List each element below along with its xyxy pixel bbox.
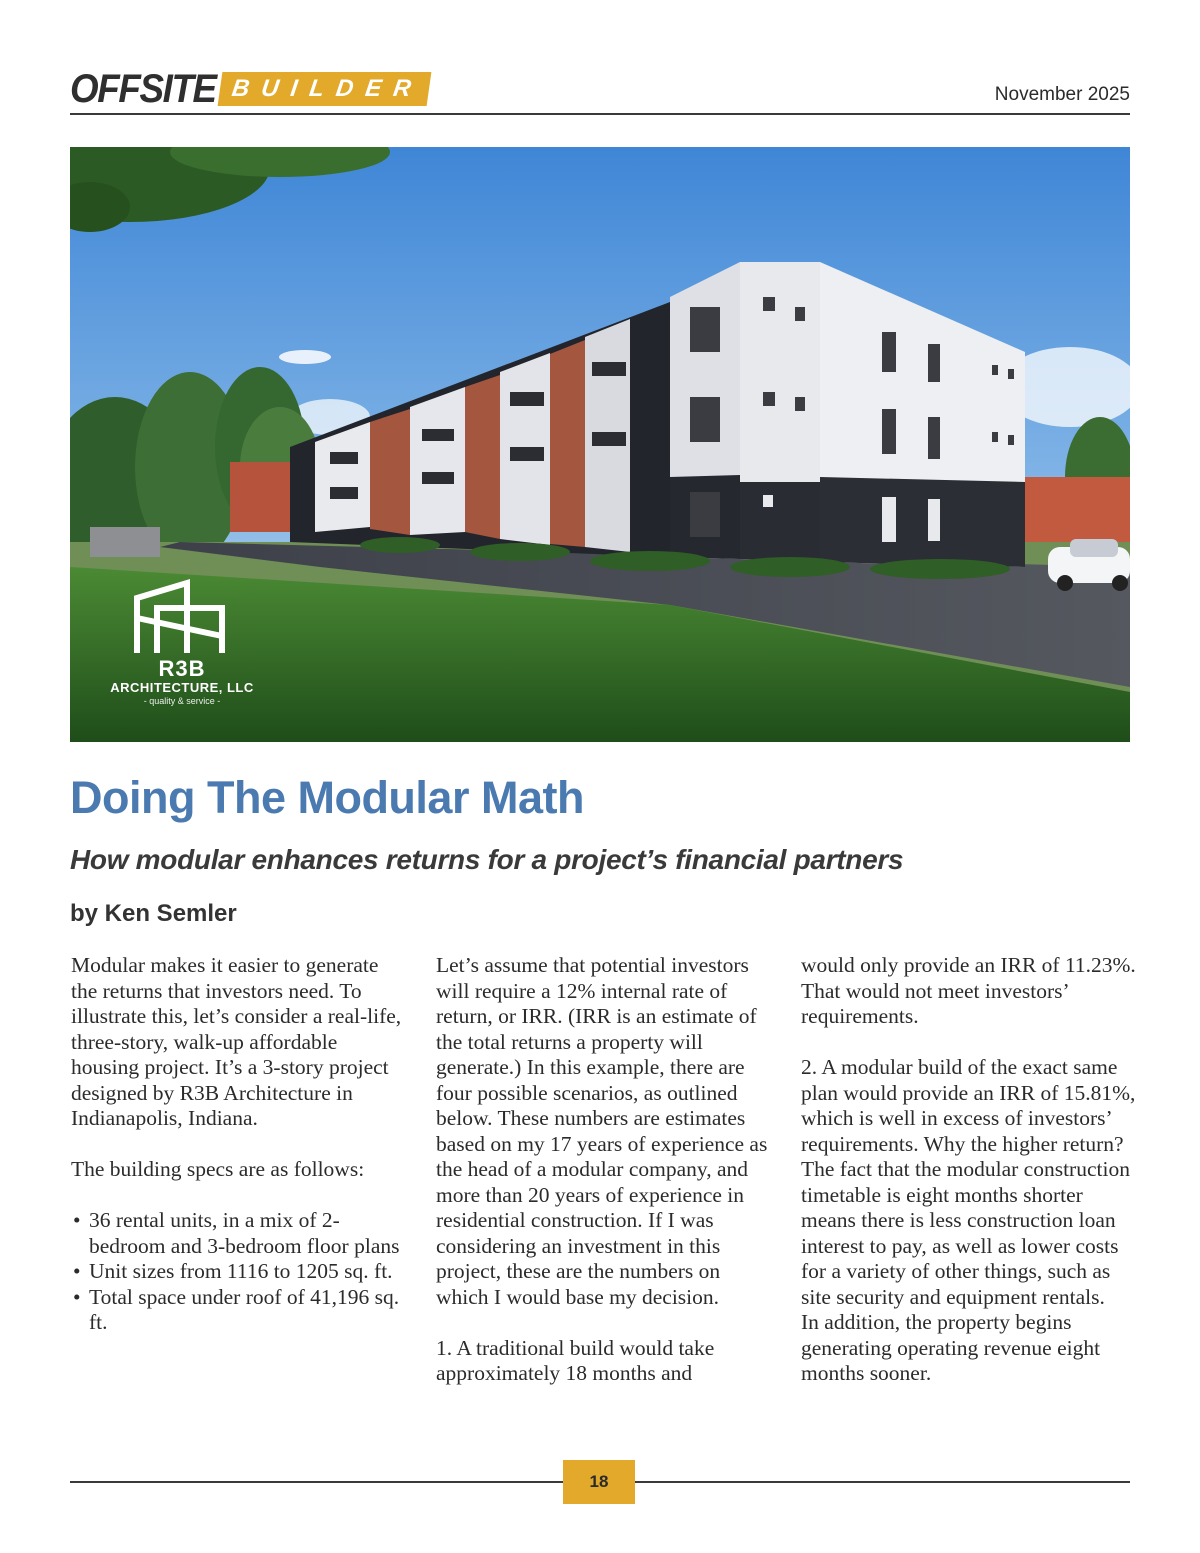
article-paragraph: 2. A modular build of the exact same plan would provide an IRR of 15.81%, which is well in excess of investors’ requirements. Why the higher return? The fact that the modular construction timetable is eight months shorter means there is less construction loan interest to pay, as well as lower costs for a variety of other things, such as site security and equipment rentals. bbox=[801, 1055, 1136, 1309]
issue-date: November 2025 bbox=[994, 84, 1130, 105]
article-paragraph: Let’s assume that potential investors will require a 12% internal rate of return, or IRR. (IRR is an estimate of the total returns a property will generate.) In this example, there are four possible scenarios, as outlined below. These numbers are estimates based on my 17 years of experience as the head of a modular company, and more than 20 years of experience in residential construction. If I was considering an investment in this project, these are the numbers on which I would base my decision. bbox=[436, 953, 768, 1309]
building-specs-list bbox=[71, 1208, 406, 1336]
spec-item: • Unit sizes from 1116 to 1205 sq. ft. bbox=[71, 1259, 406, 1285]
r3b-architecture-logo bbox=[102, 578, 262, 707]
article-paragraph: In addition, the property begins generating operating revenue eight months sooner. bbox=[801, 1310, 1101, 1385]
header-divider bbox=[70, 113, 1130, 115]
article-paragraph: Modular makes it easier to generate the returns that investors need. To illustrate this, let’s consider a real-life, three-story, walk-up affordable housing project. It’s a 3-story project designed by R3B Architecture in Indianapolis, Indiana. bbox=[71, 953, 402, 1130]
article-dek: How modular enhances returns for a project’s financial partners bbox=[70, 844, 904, 875]
article-paragraph: 1. A traditional build would take approximately 18 months and bbox=[436, 1335, 715, 1385]
article-byline: by Ken Semler bbox=[70, 900, 237, 927]
logo-offsite-word: OFFSITE bbox=[70, 67, 216, 111]
article-paragraph: would only provide an IRR of 11.23%. That would not meet investors’ requirements. bbox=[801, 953, 1136, 1028]
spec-item: • Total space under roof of 41,196 sq. ft. bbox=[71, 1285, 406, 1336]
spec-item: • 36 rental units, in a mix of 2-bedroom and 3-bedroom floor plans bbox=[71, 1208, 406, 1259]
masthead bbox=[70, 67, 1130, 111]
article-headline: Doing The Modular Math bbox=[70, 772, 584, 823]
r3b-logo-tagline: - quality & service - bbox=[143, 696, 221, 706]
offsite-builder-logo[interactable] bbox=[70, 67, 429, 111]
r3b-building-mark-icon bbox=[127, 578, 237, 656]
article-column-3 bbox=[801, 953, 1136, 1387]
article-column-2 bbox=[436, 953, 771, 1387]
r3b-logo-name: R3B bbox=[158, 656, 206, 681]
page-number-badge: 18 bbox=[563, 1460, 635, 1504]
r3b-logo-firm: ARCHITECTURE, LLC bbox=[110, 680, 254, 695]
logo-builder-word: BUILDER bbox=[218, 72, 431, 106]
article-paragraph: The building specs are as follows: bbox=[71, 1157, 365, 1181]
article-column-1 bbox=[71, 953, 406, 1336]
